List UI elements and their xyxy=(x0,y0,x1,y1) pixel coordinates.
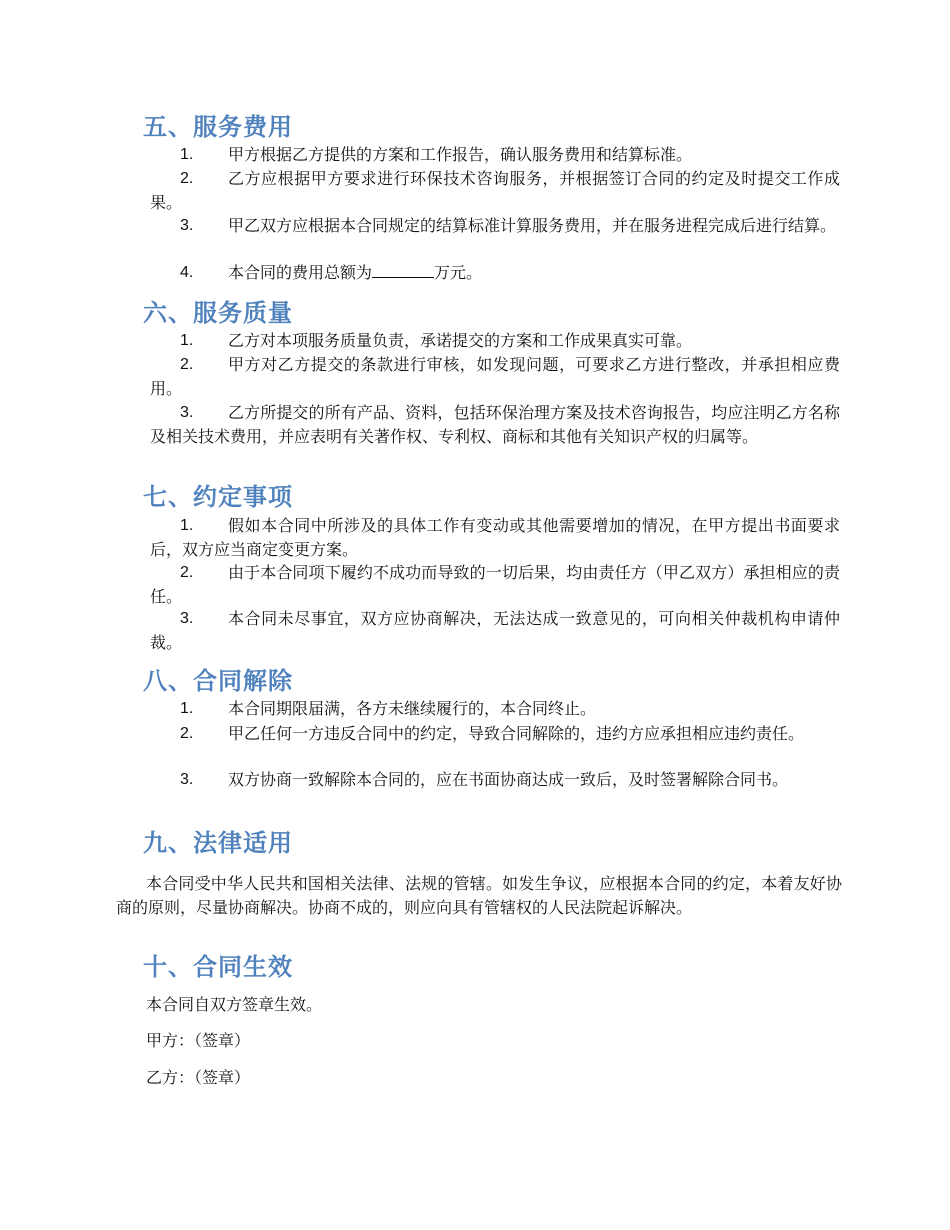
party-a-signature: 甲方：（签章） xyxy=(146,1031,251,1050)
item-text-before: 本合同的费用总额为 xyxy=(228,263,373,282)
item-text: 甲方对乙方提交的条款进行审核，如发现问题，可要求乙方进行整改，并承担相应费用。 xyxy=(150,355,840,398)
party-b-signature: 乙方：（签章） xyxy=(146,1068,251,1087)
list-item xyxy=(150,329,840,353)
item-number: 3. xyxy=(180,610,194,627)
list-item xyxy=(150,261,840,285)
list-item xyxy=(150,697,840,721)
item-number: 2. xyxy=(180,170,194,187)
item-number: 1. xyxy=(180,146,194,163)
list-item xyxy=(150,143,840,167)
item-text: 本合同未尽事宜，双方应协商解决，无法达成一致意见的，可向相关仲裁机构申请仲裁。 xyxy=(150,609,840,652)
law-paragraph: 本合同受中华人民共和国相关法律、法规的管辖。如发生争议，应根据本合同的约定，本着友好协商的原则，尽量协商解决。协商不成的，则应向具有管辖权的人民法院起诉解决。 xyxy=(116,874,842,917)
item-number: 3. xyxy=(180,771,194,788)
item-number: 3. xyxy=(180,404,194,421)
list-item xyxy=(150,607,840,655)
item-number: 1. xyxy=(180,332,194,349)
item-text: 甲乙任何一方违反合同中的约定，导致合同解除的，违约方应承担相应违约责任。 xyxy=(228,724,805,743)
fill-in-blank xyxy=(372,262,434,278)
item-text: 由于本合同项下履约不成功而导致的一切后果，均由责任方（甲乙双方）承担相应的责任。 xyxy=(150,563,840,606)
section-heading-law: 九、法律适用 xyxy=(143,829,293,857)
section-heading-fees: 五、服务费用 xyxy=(143,113,293,141)
list-item xyxy=(150,561,840,609)
item-text: 乙方对本项服务质量负责，承诺提交的方案和工作成果真实可靠。 xyxy=(228,331,693,350)
item-text: 甲方根据乙方提供的方案和工作报告，确认服务费用和结算标准。 xyxy=(228,145,693,164)
item-text-after: 万元。 xyxy=(434,263,483,282)
item-text: 双方协商一致解除本合同的，应在书面协商达成一致后，及时签署解除合同书。 xyxy=(228,770,789,789)
item-number: 3. xyxy=(180,217,194,234)
item-number: 2. xyxy=(180,564,194,581)
item-text: 假如本合同中所涉及的具体工作有变动或其他需要增加的情况，在甲方提出书面要求后，双方应当商定变更方案。 xyxy=(150,516,840,559)
effective-statement: 本合同自双方签章生效。 xyxy=(146,995,323,1014)
list-item xyxy=(150,214,840,238)
list-item xyxy=(150,768,840,792)
item-text: 甲乙双方应根据本合同规定的结算标准计算服务费用，并在服务进程完成后进行结算。 xyxy=(228,216,837,235)
section-heading-quality: 六、服务质量 xyxy=(143,299,293,327)
list-item xyxy=(150,167,840,215)
item-number: 2. xyxy=(180,356,194,373)
section-heading-effective: 十、合同生效 xyxy=(143,953,293,981)
section-heading-termination: 八、合同解除 xyxy=(143,667,293,695)
item-number: 1. xyxy=(180,517,194,534)
section-heading-agreements: 七、约定事项 xyxy=(143,483,293,511)
item-number: 1. xyxy=(180,700,194,717)
item-text: 乙方应根据甲方要求进行环保技术咨询服务，并根据签订合同的约定及时提交工作成果。 xyxy=(150,169,840,212)
item-text: 本合同期限届满，各方未继续履行的，本合同终止。 xyxy=(228,699,597,718)
item-number: 2. xyxy=(180,725,194,742)
item-text: 乙方所提交的所有产品、资料，包括环保治理方案及技术咨询报告，均应注明乙方名称及相关技术费用，并应表明有关著作权、专利权、商标和其他有关知识产权的归属等。 xyxy=(150,403,840,446)
list-item xyxy=(150,401,840,449)
list-item xyxy=(150,514,840,562)
list-item xyxy=(150,353,840,401)
list-item xyxy=(150,722,840,746)
item-number: 4. xyxy=(180,264,194,281)
